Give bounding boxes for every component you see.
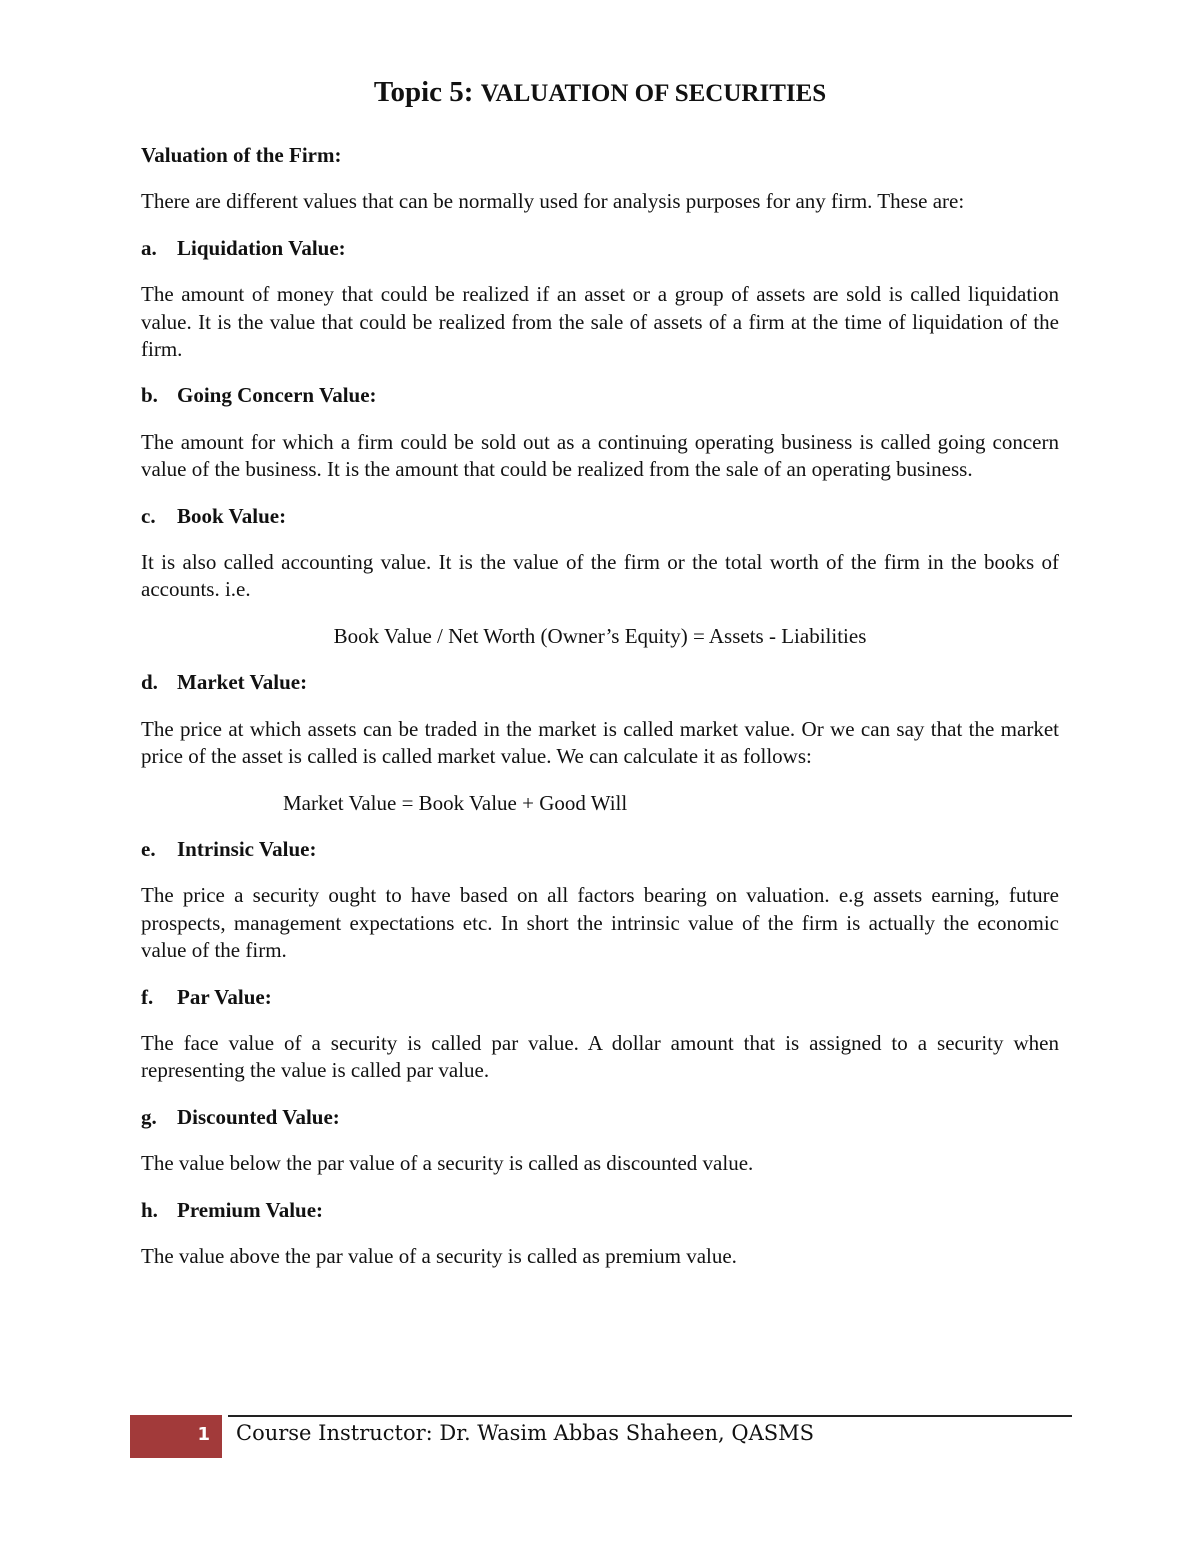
intro-paragraph: There are different values that can be normally used for analysis purposes for any firm. These are: [141,189,965,214]
section-heading-premium-value [141,1197,1059,1224]
section-heading-book-value [141,503,1059,530]
section-title: Going Concern Value: [177,383,377,408]
title-prefix: Topic 5: [373,76,481,108]
section-heading-market-value [141,669,1059,696]
section-title: Premium Value: [177,1197,324,1222]
section-title: Liquidation Value: [177,235,346,260]
footer-divider [228,1415,1072,1417]
section-letter: f. [141,984,154,1009]
section-paragraph-discounted-value: The value below the par value of a security is called as discounted value. [141,1151,754,1176]
section-paragraph-liquidation: The amount of money that could be realized if an asset or a group of assets are sold is called liquidation value. It is the value that could be realized from the sale of assets of a firm at the time of liquidation of the firm. [141,282,1059,362]
section-letter: c. [141,503,156,528]
section-paragraph-intrinsic-value: The price a security ought to have based on all factors bearing on valuation. e.g assets earning, future prospects, management expectations etc. In short the intrinsic value of the firm is actually the economic value of the firm. [141,883,1059,963]
page-number-block [130,1415,222,1458]
section-paragraph-going-concern: The amount for which a firm could be sold out as a continuing operating business is called going concern value of the business. It is the amount that could be realized from the sale of an operating business. [141,429,1059,482]
section-letter: d. [141,670,158,695]
section-paragraph-premium-value: The value above the par value of a security is called as premium value. [141,1243,737,1268]
section-letter: g. [141,1104,157,1129]
section-letter: e. [141,836,156,861]
section-heading-intrinsic-value [141,836,1059,863]
formula-book-value: Book Value / Net Worth (Owner’s Equity) = Assets - Liabilities [333,623,867,648]
title-main: VALUATION OF SECURITIES [480,80,827,107]
intro-heading: Valuation of the Firm: [141,143,342,167]
section-heading-par-value [141,984,1059,1011]
section-paragraph-market-value: The price at which assets can be traded in the market is called market value. Or we can say that the market price of the asset is called is called market value. We can calculate it as follows: [141,716,1059,769]
section-letter: h. [141,1197,158,1222]
section-letter: b. [141,383,158,408]
page-title [0,74,1200,112]
section-title: Book Value: [177,503,287,528]
section-heading-going-concern [141,382,1059,409]
section-title: Market Value: [177,670,308,695]
section-title: Par Value: [177,984,272,1009]
page-number: 1 [197,1424,210,1445]
section-title: Intrinsic Value: [177,836,317,861]
section-heading-discounted-value [141,1104,1059,1131]
section-paragraph-par-value: The face value of a security is called par value. A dollar amount that is assigned to a security when representing the value is called par value. [141,1030,1059,1083]
page-footer [130,1415,1072,1458]
section-letter: a. [141,235,157,260]
footer-instructor-text: Course Instructor: Dr. Wasim Abbas Shaheen, QASMS [236,1421,815,1445]
formula-market-value: Market Value = Book Value + Good Will [283,790,628,815]
section-title: Discounted Value: [177,1104,340,1129]
document-body [141,142,1059,1289]
section-heading-liquidation [141,235,1059,262]
section-paragraph-book-value: It is also called accounting value. It is the value of the firm or the total worth of the firm in the books of accounts. i.e. [141,550,1059,602]
